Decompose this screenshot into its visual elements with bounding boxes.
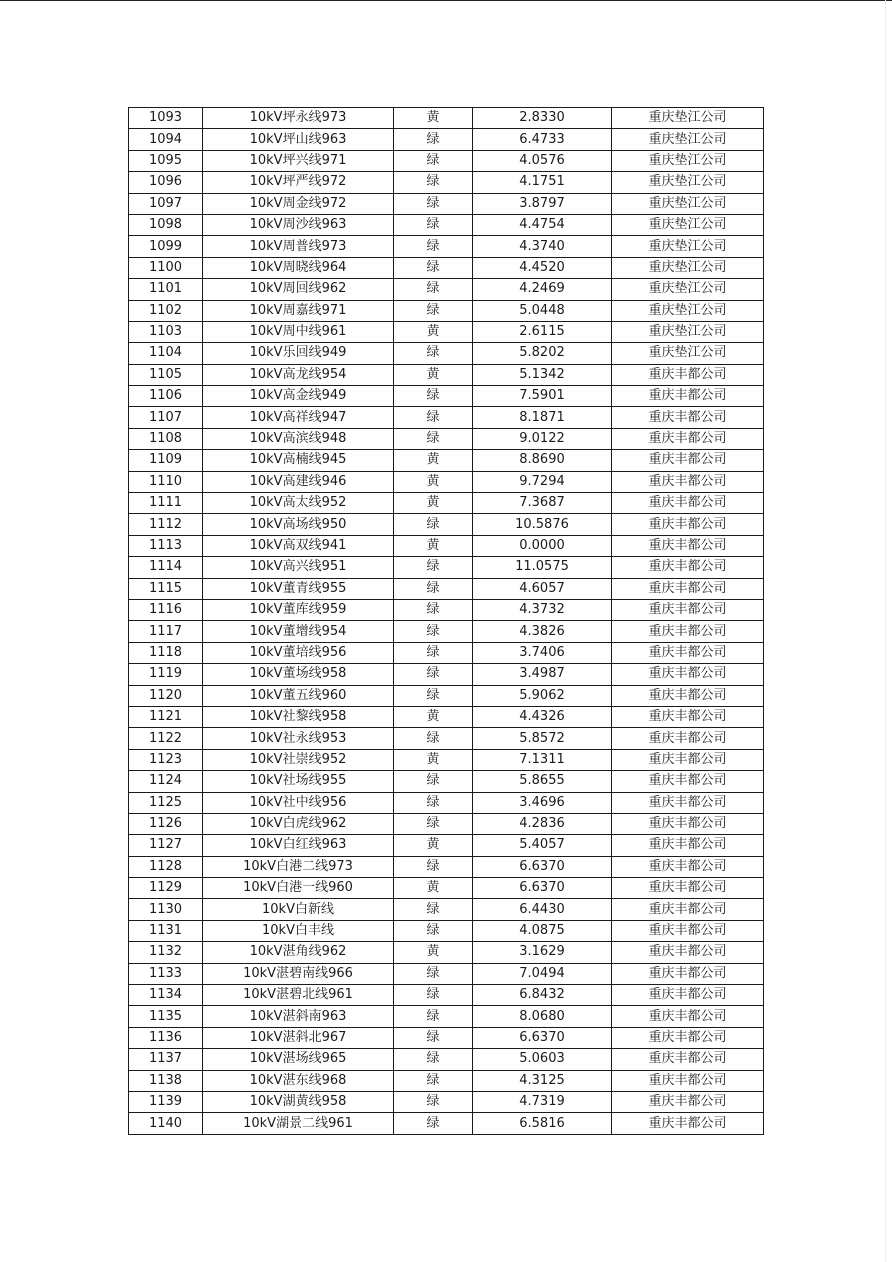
company-cell: 重庆丰都公司 (612, 407, 764, 428)
company-cell: 重庆丰都公司 (612, 535, 764, 556)
line-name-cell: 10kV社永线953 (203, 728, 394, 749)
value-cell: 7.1311 (473, 749, 612, 770)
table-row (129, 835, 764, 856)
company-cell: 重庆垫江公司 (612, 321, 764, 342)
table-row (129, 150, 764, 171)
row-index-cell: 1138 (129, 1070, 203, 1091)
value-cell: 4.4754 (473, 214, 612, 235)
status-color-cell: 绿 (394, 642, 473, 663)
value-cell: 6.5816 (473, 1113, 612, 1134)
value-cell: 5.4057 (473, 835, 612, 856)
company-cell: 重庆丰都公司 (612, 706, 764, 727)
status-color-cell: 黄 (394, 878, 473, 899)
line-name-cell: 10kV周金线972 (203, 193, 394, 214)
table-row (129, 236, 764, 257)
row-index-cell: 1124 (129, 771, 203, 792)
row-index-cell: 1120 (129, 685, 203, 706)
table-row (129, 642, 764, 663)
line-name-cell: 10kV董青线955 (203, 578, 394, 599)
row-index-cell: 1111 (129, 493, 203, 514)
line-name-cell: 10kV湛角线962 (203, 942, 394, 963)
status-color-cell: 绿 (394, 1027, 473, 1048)
value-cell: 6.6370 (473, 878, 612, 899)
line-name-cell: 10kV董五线960 (203, 685, 394, 706)
line-name-cell: 10kV坪严线972 (203, 172, 394, 193)
table-row (129, 364, 764, 385)
line-name-cell: 10kV白港二线973 (203, 856, 394, 877)
line-name-cell: 10kV湖黄线958 (203, 1091, 394, 1112)
row-index-cell: 1095 (129, 150, 203, 171)
company-cell: 重庆丰都公司 (612, 364, 764, 385)
row-index-cell: 1101 (129, 279, 203, 300)
status-color-cell: 绿 (394, 343, 473, 364)
table-row (129, 300, 764, 321)
status-color-cell: 绿 (394, 621, 473, 642)
status-color-cell: 黄 (394, 535, 473, 556)
company-cell: 重庆丰都公司 (612, 599, 764, 620)
table-body (129, 108, 764, 1135)
row-index-cell: 1106 (129, 386, 203, 407)
status-color-cell: 绿 (394, 813, 473, 834)
value-cell: 6.6370 (473, 1027, 612, 1048)
row-index-cell: 1127 (129, 835, 203, 856)
status-color-cell: 黄 (394, 942, 473, 963)
table-row (129, 428, 764, 449)
table-row (129, 728, 764, 749)
row-index-cell: 1119 (129, 664, 203, 685)
value-cell: 5.0603 (473, 1049, 612, 1070)
line-name-cell: 10kV周晓线964 (203, 257, 394, 278)
table-row (129, 792, 764, 813)
table-row (129, 878, 764, 899)
company-cell: 重庆垫江公司 (612, 193, 764, 214)
company-cell: 重庆垫江公司 (612, 279, 764, 300)
feeder-line-table (128, 107, 764, 1135)
value-cell: 9.7294 (473, 471, 612, 492)
line-name-cell: 10kV周中线961 (203, 321, 394, 342)
row-index-cell: 1108 (129, 428, 203, 449)
line-name-cell: 10kV高滨线948 (203, 428, 394, 449)
value-cell: 8.1871 (473, 407, 612, 428)
row-index-cell: 1135 (129, 1006, 203, 1027)
row-index-cell: 1116 (129, 599, 203, 620)
company-cell: 重庆丰都公司 (612, 471, 764, 492)
value-cell: 4.0576 (473, 150, 612, 171)
status-color-cell: 绿 (394, 257, 473, 278)
value-cell: 6.4430 (473, 899, 612, 920)
line-name-cell: 10kV湛斜北967 (203, 1027, 394, 1048)
row-index-cell: 1122 (129, 728, 203, 749)
line-name-cell: 10kV坪山线963 (203, 129, 394, 150)
row-index-cell: 1110 (129, 471, 203, 492)
company-cell: 重庆丰都公司 (612, 685, 764, 706)
value-cell: 4.3125 (473, 1070, 612, 1091)
status-color-cell: 绿 (394, 150, 473, 171)
company-cell: 重庆丰都公司 (612, 963, 764, 984)
company-cell: 重庆丰都公司 (612, 1006, 764, 1027)
line-name-cell: 10kV高祥线947 (203, 407, 394, 428)
value-cell: 3.4987 (473, 664, 612, 685)
status-color-cell: 绿 (394, 963, 473, 984)
company-cell: 重庆垫江公司 (612, 343, 764, 364)
line-name-cell: 10kV周沙线963 (203, 214, 394, 235)
company-cell: 重庆垫江公司 (612, 257, 764, 278)
company-cell: 重庆丰都公司 (612, 1091, 764, 1112)
row-index-cell: 1098 (129, 214, 203, 235)
table-row (129, 279, 764, 300)
line-name-cell: 10kV周普线973 (203, 236, 394, 257)
status-color-cell: 绿 (394, 1070, 473, 1091)
table-row (129, 963, 764, 984)
table-row (129, 1006, 764, 1027)
status-color-cell: 绿 (394, 193, 473, 214)
row-index-cell: 1105 (129, 364, 203, 385)
value-cell: 5.8655 (473, 771, 612, 792)
line-name-cell: 10kV董培线956 (203, 642, 394, 663)
company-cell: 重庆丰都公司 (612, 942, 764, 963)
status-color-cell: 绿 (394, 514, 473, 535)
row-index-cell: 1097 (129, 193, 203, 214)
line-name-cell: 10kV社黎线958 (203, 706, 394, 727)
company-cell: 重庆丰都公司 (612, 1113, 764, 1134)
value-cell: 3.8797 (473, 193, 612, 214)
line-name-cell: 10kV高兴线951 (203, 557, 394, 578)
value-cell: 11.0575 (473, 557, 612, 578)
value-cell: 10.5876 (473, 514, 612, 535)
table-row (129, 535, 764, 556)
status-color-cell: 绿 (394, 920, 473, 941)
line-name-cell: 10kV周回线962 (203, 279, 394, 300)
company-cell: 重庆垫江公司 (612, 129, 764, 150)
value-cell: 7.5901 (473, 386, 612, 407)
status-color-cell: 黄 (394, 471, 473, 492)
status-color-cell: 黄 (394, 450, 473, 471)
row-index-cell: 1128 (129, 856, 203, 877)
row-index-cell: 1093 (129, 108, 203, 129)
company-cell: 重庆丰都公司 (612, 813, 764, 834)
value-cell: 4.2469 (473, 279, 612, 300)
line-name-cell: 10kV湛场线965 (203, 1049, 394, 1070)
table-row (129, 621, 764, 642)
status-color-cell: 黄 (394, 364, 473, 385)
row-index-cell: 1137 (129, 1049, 203, 1070)
status-color-cell: 绿 (394, 792, 473, 813)
value-cell: 4.3826 (473, 621, 612, 642)
value-cell: 8.8690 (473, 450, 612, 471)
table-row (129, 899, 764, 920)
value-cell: 7.0494 (473, 963, 612, 984)
line-name-cell: 10kV周嘉线971 (203, 300, 394, 321)
line-name-cell: 10kV董库线959 (203, 599, 394, 620)
row-index-cell: 1125 (129, 792, 203, 813)
company-cell: 重庆丰都公司 (612, 985, 764, 1006)
value-cell: 2.8330 (473, 108, 612, 129)
table-row (129, 386, 764, 407)
line-name-cell: 10kV高双线941 (203, 535, 394, 556)
company-cell: 重庆垫江公司 (612, 300, 764, 321)
line-name-cell: 10kV乐回线949 (203, 343, 394, 364)
row-index-cell: 1114 (129, 557, 203, 578)
table-row (129, 771, 764, 792)
status-color-cell: 绿 (394, 578, 473, 599)
table-row (129, 856, 764, 877)
table-row (129, 214, 764, 235)
line-name-cell: 10kV白丰线 (203, 920, 394, 941)
status-color-cell: 绿 (394, 214, 473, 235)
page-top-rule (0, 0, 892, 1)
company-cell: 重庆丰都公司 (612, 514, 764, 535)
company-cell: 重庆丰都公司 (612, 792, 764, 813)
line-name-cell: 10kV高场线950 (203, 514, 394, 535)
row-index-cell: 1113 (129, 535, 203, 556)
status-color-cell: 绿 (394, 428, 473, 449)
table-row (129, 706, 764, 727)
table-row (129, 108, 764, 129)
table-row (129, 493, 764, 514)
status-color-cell: 绿 (394, 899, 473, 920)
value-cell: 4.3732 (473, 599, 612, 620)
status-color-cell: 绿 (394, 1113, 473, 1134)
value-cell: 7.3687 (473, 493, 612, 514)
row-index-cell: 1102 (129, 300, 203, 321)
company-cell: 重庆垫江公司 (612, 150, 764, 171)
table-row (129, 407, 764, 428)
company-cell: 重庆丰都公司 (612, 899, 764, 920)
line-name-cell: 10kV湖景二线961 (203, 1113, 394, 1134)
company-cell: 重庆丰都公司 (612, 642, 764, 663)
row-index-cell: 1126 (129, 813, 203, 834)
line-name-cell: 10kV坪永线973 (203, 108, 394, 129)
table-row (129, 172, 764, 193)
table-row (129, 813, 764, 834)
line-name-cell: 10kV坪兴线971 (203, 150, 394, 171)
status-color-cell: 绿 (394, 1091, 473, 1112)
line-name-cell: 10kV高龙线954 (203, 364, 394, 385)
status-color-cell: 黄 (394, 108, 473, 129)
status-color-cell: 绿 (394, 728, 473, 749)
table-row (129, 599, 764, 620)
company-cell: 重庆丰都公司 (612, 450, 764, 471)
value-cell: 4.2836 (473, 813, 612, 834)
table-row (129, 321, 764, 342)
value-cell: 3.1629 (473, 942, 612, 963)
value-cell: 6.4733 (473, 129, 612, 150)
line-name-cell: 10kV董场线958 (203, 664, 394, 685)
line-name-cell: 10kV湛斜南963 (203, 1006, 394, 1027)
company-cell: 重庆丰都公司 (612, 386, 764, 407)
line-name-cell: 10kV高建线946 (203, 471, 394, 492)
table-row (129, 471, 764, 492)
value-cell: 6.6370 (473, 856, 612, 877)
row-index-cell: 1112 (129, 514, 203, 535)
row-index-cell: 1107 (129, 407, 203, 428)
value-cell: 5.9062 (473, 685, 612, 706)
status-color-cell: 绿 (394, 279, 473, 300)
company-cell: 重庆丰都公司 (612, 578, 764, 599)
company-cell: 重庆垫江公司 (612, 108, 764, 129)
table-row (129, 685, 764, 706)
company-cell: 重庆丰都公司 (612, 771, 764, 792)
row-index-cell: 1117 (129, 621, 203, 642)
table-row (129, 1113, 764, 1134)
row-index-cell: 1134 (129, 985, 203, 1006)
table-row (129, 578, 764, 599)
value-cell: 4.6057 (473, 578, 612, 599)
value-cell: 4.7319 (473, 1091, 612, 1112)
row-index-cell: 1136 (129, 1027, 203, 1048)
table-row (129, 193, 764, 214)
row-index-cell: 1100 (129, 257, 203, 278)
row-index-cell: 1123 (129, 749, 203, 770)
table-row (129, 749, 764, 770)
status-color-cell: 绿 (394, 300, 473, 321)
line-name-cell: 10kV白港一线960 (203, 878, 394, 899)
table-row (129, 1091, 764, 1112)
line-name-cell: 10kV社崇线952 (203, 749, 394, 770)
line-name-cell: 10kV高金线949 (203, 386, 394, 407)
value-cell: 4.4326 (473, 706, 612, 727)
row-index-cell: 1140 (129, 1113, 203, 1134)
row-index-cell: 1121 (129, 706, 203, 727)
row-index-cell: 1139 (129, 1091, 203, 1112)
row-index-cell: 1131 (129, 920, 203, 941)
value-cell: 4.3740 (473, 236, 612, 257)
company-cell: 重庆垫江公司 (612, 236, 764, 257)
value-cell: 3.4696 (473, 792, 612, 813)
status-color-cell: 绿 (394, 557, 473, 578)
line-name-cell: 10kV白新线 (203, 899, 394, 920)
page-right-edge (885, 0, 886, 1262)
status-color-cell: 绿 (394, 1049, 473, 1070)
line-name-cell: 10kV社场线955 (203, 771, 394, 792)
company-cell: 重庆丰都公司 (612, 557, 764, 578)
company-cell: 重庆丰都公司 (612, 749, 764, 770)
row-index-cell: 1104 (129, 343, 203, 364)
line-name-cell: 10kV湛碧南线966 (203, 963, 394, 984)
table-row (129, 942, 764, 963)
row-index-cell: 1094 (129, 129, 203, 150)
company-cell: 重庆丰都公司 (612, 493, 764, 514)
status-color-cell: 绿 (394, 1006, 473, 1027)
line-name-cell: 10kV湛东线968 (203, 1070, 394, 1091)
status-color-cell: 绿 (394, 985, 473, 1006)
table-row (129, 664, 764, 685)
table-row (129, 514, 764, 535)
value-cell: 6.8432 (473, 985, 612, 1006)
row-index-cell: 1103 (129, 321, 203, 342)
status-color-cell: 绿 (394, 129, 473, 150)
line-name-cell: 10kV高楠线945 (203, 450, 394, 471)
value-cell: 8.0680 (473, 1006, 612, 1027)
row-index-cell: 1130 (129, 899, 203, 920)
table-row (129, 920, 764, 941)
company-cell: 重庆丰都公司 (612, 1027, 764, 1048)
value-cell: 2.6115 (473, 321, 612, 342)
value-cell: 5.8202 (473, 343, 612, 364)
value-cell: 5.1342 (473, 364, 612, 385)
line-name-cell: 10kV湛碧北线961 (203, 985, 394, 1006)
table-row (129, 343, 764, 364)
company-cell: 重庆垫江公司 (612, 214, 764, 235)
company-cell: 重庆丰都公司 (612, 920, 764, 941)
line-name-cell: 10kV高太线952 (203, 493, 394, 514)
row-index-cell: 1118 (129, 642, 203, 663)
line-name-cell: 10kV白虎线962 (203, 813, 394, 834)
status-color-cell: 绿 (394, 236, 473, 257)
row-index-cell: 1099 (129, 236, 203, 257)
row-index-cell: 1132 (129, 942, 203, 963)
company-cell: 重庆丰都公司 (612, 664, 764, 685)
table-row (129, 1070, 764, 1091)
table-row (129, 1049, 764, 1070)
status-color-cell: 绿 (394, 407, 473, 428)
value-cell: 4.4520 (473, 257, 612, 278)
status-color-cell: 黄 (394, 749, 473, 770)
value-cell: 4.0875 (473, 920, 612, 941)
value-cell: 5.0448 (473, 300, 612, 321)
table-row (129, 257, 764, 278)
status-color-cell: 绿 (394, 771, 473, 792)
row-index-cell: 1129 (129, 878, 203, 899)
company-cell: 重庆丰都公司 (612, 856, 764, 877)
company-cell: 重庆丰都公司 (612, 878, 764, 899)
line-name-cell: 10kV白红线963 (203, 835, 394, 856)
company-cell: 重庆丰都公司 (612, 728, 764, 749)
table-row (129, 450, 764, 471)
company-cell: 重庆丰都公司 (612, 1070, 764, 1091)
company-cell: 重庆丰都公司 (612, 835, 764, 856)
value-cell: 9.0122 (473, 428, 612, 449)
table-row (129, 1027, 764, 1048)
company-cell: 重庆丰都公司 (612, 621, 764, 642)
line-name-cell: 10kV社中线956 (203, 792, 394, 813)
status-color-cell: 绿 (394, 664, 473, 685)
status-color-cell: 绿 (394, 599, 473, 620)
line-name-cell: 10kV董增线954 (203, 621, 394, 642)
status-color-cell: 绿 (394, 386, 473, 407)
status-color-cell: 绿 (394, 685, 473, 706)
status-color-cell: 绿 (394, 856, 473, 877)
value-cell: 3.7406 (473, 642, 612, 663)
status-color-cell: 黄 (394, 321, 473, 342)
table-row (129, 129, 764, 150)
company-cell: 重庆丰都公司 (612, 1049, 764, 1070)
row-index-cell: 1115 (129, 578, 203, 599)
row-index-cell: 1096 (129, 172, 203, 193)
status-color-cell: 绿 (394, 172, 473, 193)
table-row (129, 985, 764, 1006)
company-cell: 重庆垫江公司 (612, 172, 764, 193)
table-row (129, 557, 764, 578)
company-cell: 重庆丰都公司 (612, 428, 764, 449)
status-color-cell: 黄 (394, 835, 473, 856)
status-color-cell: 黄 (394, 706, 473, 727)
row-index-cell: 1109 (129, 450, 203, 471)
value-cell: 4.1751 (473, 172, 612, 193)
status-color-cell: 黄 (394, 493, 473, 514)
value-cell: 5.8572 (473, 728, 612, 749)
row-index-cell: 1133 (129, 963, 203, 984)
value-cell: 0.0000 (473, 535, 612, 556)
